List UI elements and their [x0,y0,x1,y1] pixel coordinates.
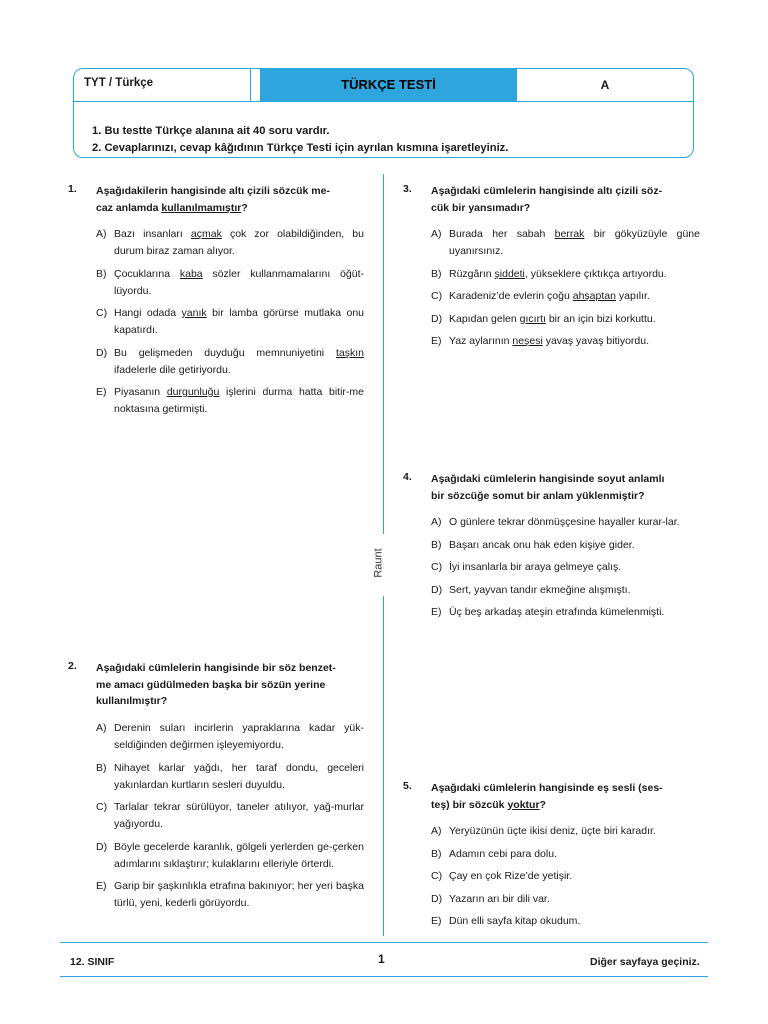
option-label: B) [431,538,442,551]
option-text: Yazarın arı bir dili var. [449,892,550,905]
option-b[interactable] [431,266,700,283]
option-text: Tarlalar tekrar sürülüyor, taneler atılıyor, yağ-murlar yağıyordu. [114,801,364,830]
question-stem [431,471,700,504]
options [431,226,700,356]
underlined-word: gıcırtı [519,312,546,325]
option-e[interactable] [431,604,700,621]
stem-line: bir sözcüğe somut bir anlam yüklenmiştir? [431,489,645,502]
option-label: B) [431,267,442,280]
option-a[interactable] [431,823,700,840]
stem-line: teş) bir sözcük [431,798,508,811]
stem-line: Aşağıdakilerin hangisinde altı çizili sözcük me- [96,185,330,197]
option-text: Çocuklarına [114,267,180,280]
option-text: Hangi odada [114,307,182,319]
booklet-type: A [600,78,610,92]
option-label: C) [431,561,443,573]
option-label: C) [431,870,443,882]
question-number: 4. [403,471,412,483]
question-stem [96,183,364,216]
option-text: Garip bir şaşkınlıkla etrafına bakınıyor; her yeri başka türlü, yeni, kederli görüyordu. [114,880,364,909]
option-label: D) [431,583,443,596]
option-c[interactable] [431,559,700,576]
instruction-2: 2. Cevaplarınızı, cevap kâğıdının Türkçe Testi için ayrılan kısmına işaretleyiniz. [92,142,509,154]
test-header [73,68,694,158]
option-e[interactable] [96,878,364,912]
question-number: 3. [403,183,412,195]
option-text: İyi insanlarla bir araya gelmeye çalış. [449,561,622,573]
option-a[interactable] [431,514,700,531]
options [96,720,364,918]
page-number: 1 [378,952,385,966]
option-label: C) [431,290,443,302]
stem-end: ? [539,798,546,811]
option-label: E) [431,915,442,927]
column-divider [383,596,384,936]
option-c[interactable] [431,288,700,305]
option-text: Üç beş arkadaş ateşin etrafında kümelenmişti. [449,606,665,618]
header-divider [250,69,251,101]
grade-label: 12. SINIF [70,956,115,968]
underlined-word: şiddeti [494,267,525,280]
underlined-word: durgunluğu [166,386,220,398]
option-e[interactable] [96,384,364,418]
underlined-word: yanık [181,307,207,319]
instructions [92,123,508,157]
exam-name: TYT / Türkçe [84,77,154,89]
option-text: Derenin suları incirlerin yapraklarına kadar yük-seldiğinden değirmen işleyemiyordu. [114,722,364,751]
stem-line: Aşağıdaki cümlelerin hangisinde eş sesli (ses- [431,782,663,794]
option-text: bir lamba görürse mutlaka onu kapatırdı. [114,307,365,336]
option-text: bir gökyüzüyle güne uyanırsınız. [449,228,700,257]
option-text: Başarı ancak onu hak eden kişiye gider. [449,538,635,551]
option-c[interactable] [96,305,364,339]
options [96,226,364,424]
instruction-1: 1. Bu testte Türkçe alanına ait 40 soru vardır. [92,125,330,137]
option-text: Böyle gecelerde karanlık, gölgeli yerlerden ge-çerken adımlarını sıklaştırır; kulaklarını elleriyle örterdi. [114,840,364,870]
option-label: C) [96,307,108,319]
option-label: D) [431,892,443,905]
underlined-word: neşesi [512,335,543,347]
underlined-word: taşkın [335,346,364,359]
option-label: E) [431,606,442,618]
option-text: bir an için bizi korkuttu. [545,312,656,325]
option-b[interactable] [431,537,700,554]
option-text: Çay en çok Rize’de yetişir. [449,870,573,882]
option-text: ifadelerle dile getiriyordu. [114,363,231,376]
next-page-note: Diğer sayfaya geçiniz. [590,956,700,968]
footer-rule-top [60,942,708,943]
option-text: Yeryüzünün üçte ikisi deniz, üçte biri karadır. [449,825,656,837]
option-text: Sert, yayvan tandır ekmeğine alışmıştı. [449,583,631,596]
column-divider [383,174,384,534]
option-label: A) [431,228,442,240]
option-text: , yükseklere çıktıkça artıyordu. [524,267,667,280]
option-text: Piyasanın [114,386,167,398]
option-text: çok zor olabildiğinden, bu durum biraz zaman alıyor. [114,228,364,257]
option-b[interactable] [431,846,700,863]
option-text: sözler kullanmamalarını öğüt-lüyordu. [114,267,364,297]
option-text: Burada her sabah [449,228,555,240]
option-text: Adamın cebi para dolu. [449,847,557,860]
stem-line: kullanılmıştır? [96,695,168,707]
underlined-word: açmak [190,228,222,240]
option-label: E) [431,335,442,347]
option-label: C) [96,801,108,813]
stem-underlined-word: kullanılmamıştır [161,201,242,214]
question-number: 2. [68,660,77,672]
stem-line: Aşağıdaki cümlelerin hangisinde bir söz benzet- [96,662,336,674]
option-a[interactable] [96,720,364,754]
question-stem [96,660,364,710]
option-d[interactable] [431,891,700,908]
option-label: A) [96,722,107,734]
option-label: A) [96,228,107,240]
option-label: B) [96,761,107,774]
option-text: işlerini durma hatta bitir-me noktasına getirmişti. [114,386,365,415]
option-text: yavaş yavaş bitiyordu. [542,335,649,347]
option-e[interactable] [431,913,700,930]
raunt-label: Raunt [372,548,385,578]
underlined-word: berrak [554,228,585,240]
option-text: Karadeniz’de evlerin çoğu [449,290,573,302]
stem-line: caz anlamda [96,201,162,214]
test-title: TÜRKÇE TESTİ [260,69,517,101]
question-number: 5. [403,780,412,792]
stem-line: me amacı güdülmeden başka bir sözün yerine [96,678,326,691]
option-label: B) [96,267,107,280]
option-d[interactable] [96,839,364,873]
option-text: Dün elli sayfa kitap okudum. [449,915,581,927]
option-text: yapılır. [615,290,650,302]
option-label: D) [96,346,108,359]
question-stem [431,780,700,813]
option-text: Rüzgârın [449,267,495,280]
option-text: Nihayet karlar yağdı, her taraf dondu, geceleri yakınlardan kurtların sesleri duyuldu. [114,761,364,791]
option-text: Bazı insanları [114,228,191,240]
underlined-word: ahşaptan [572,290,616,302]
option-text: Yaz aylarının [449,335,513,347]
option-text: O günlere tekrar dönmüşçesine hayaller kurar-lar. [449,516,680,528]
underlined-word: kaba [179,267,203,280]
option-c[interactable] [96,799,364,833]
option-text: Bu gelişmeden duyduğu memnuniyetini [114,346,336,359]
option-d[interactable] [431,582,700,599]
option-b[interactable] [96,760,364,794]
stem-line: Aşağıdaki cümlelerin hangisinde altı çizili söz- [431,185,663,197]
options [431,823,700,936]
question-number: 1. [68,183,77,195]
stem-line: cük bir yansımadır? [431,201,531,214]
option-a[interactable] [431,226,700,260]
question-stem [431,183,700,216]
option-label: A) [431,825,442,837]
option-d[interactable] [96,345,364,379]
option-label: D) [96,840,108,853]
option-label: E) [96,386,107,398]
option-text: Kapıdan gelen [449,312,520,325]
side-label [366,545,402,585]
option-label: E) [96,880,107,892]
option-a[interactable] [96,226,364,260]
option-e[interactable] [431,333,700,350]
stem-end: ? [241,201,248,214]
option-d[interactable] [431,311,700,328]
option-label: A) [431,516,442,528]
option-c[interactable] [431,868,700,885]
header-rule [74,101,693,102]
stem-underlined-word: yoktur [507,798,540,811]
options [431,514,700,627]
option-b[interactable] [96,266,364,300]
option-label: B) [431,847,442,860]
option-label: D) [431,312,443,325]
stem-line: Aşağıdaki cümlelerin hangisinde soyut anlamlı [431,473,665,485]
footer-rule-bottom [60,976,708,977]
